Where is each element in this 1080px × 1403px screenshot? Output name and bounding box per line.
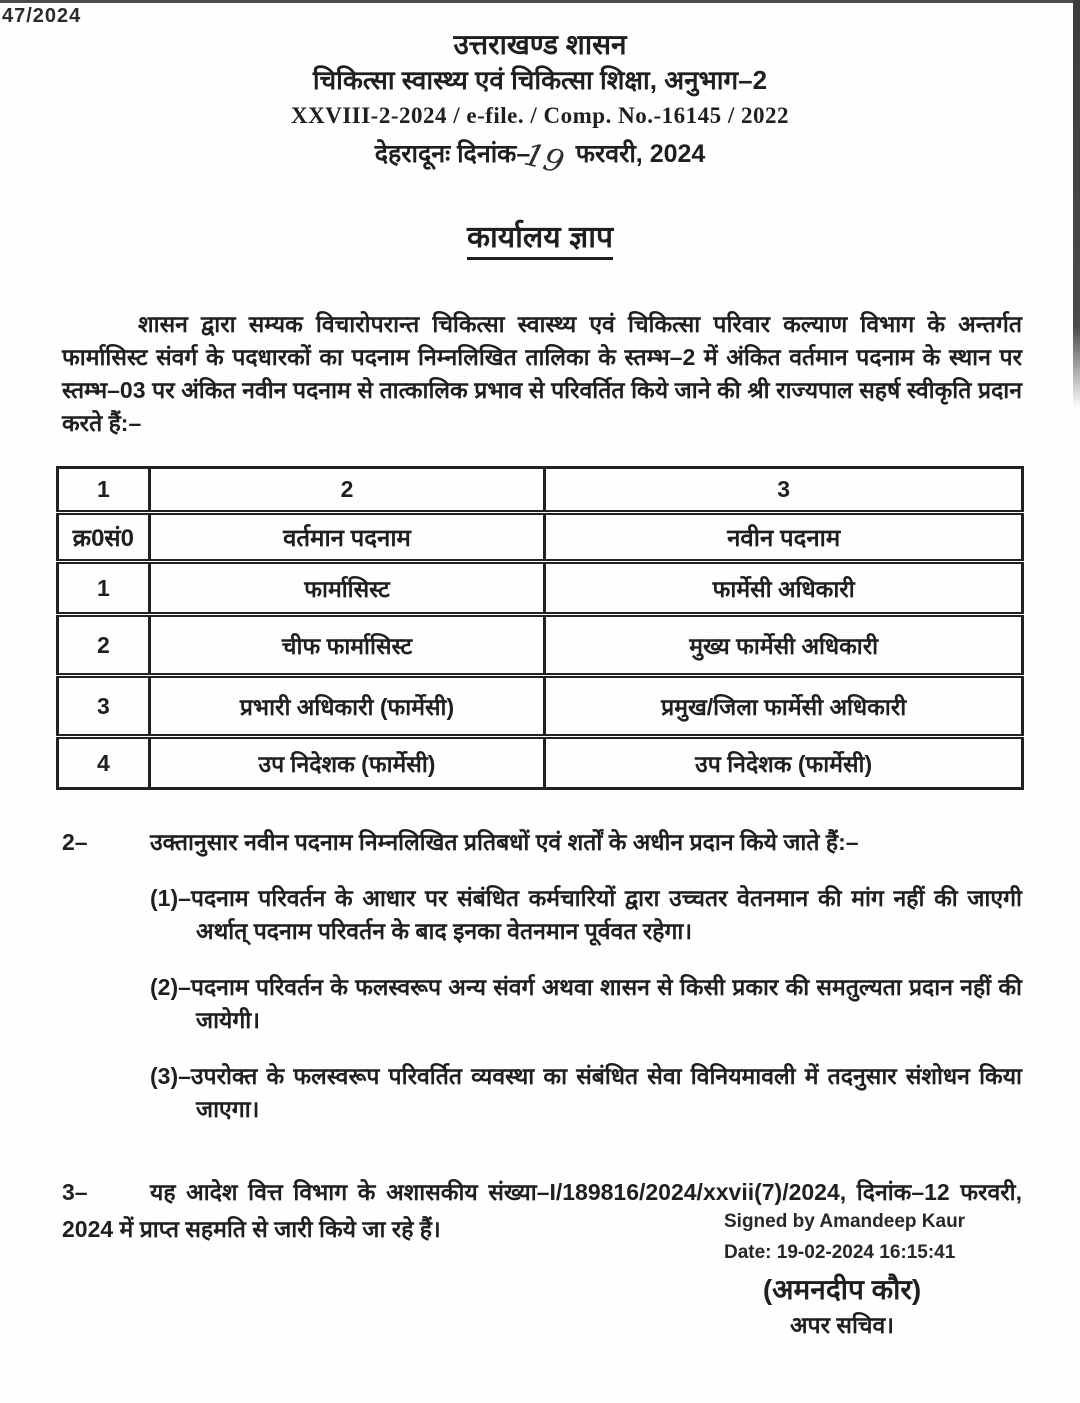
table-cell-serial: 2 xyxy=(58,615,150,676)
table-cell-new: फार्मेसी अधिकारी xyxy=(545,562,1023,615)
handwritten-date-day: 19 xyxy=(520,136,568,182)
table-header-serial: क्र0सं0 xyxy=(58,513,150,562)
table-column-number: 1 xyxy=(96,476,110,502)
table-column-number: 3 xyxy=(545,468,1023,513)
table-row xyxy=(58,737,1023,789)
department-title: चिकित्सा स्वास्थ्य एवं चिकित्सा शिक्षा, अनुभाग–2 xyxy=(312,65,768,95)
place-date-suffix: फरवरी, 2024 xyxy=(575,140,706,168)
section-2-number: 2– xyxy=(62,829,88,855)
opening-paragraph-text: में अंकित वर्तमान पदनाम के स्थान पर xyxy=(695,344,1022,370)
section-2-text: उक्तानुसार नवीन पदनाम निम्नलिखित प्रतिबधों एवं शर्तों के अधीन प्रदान किये जाते हैं:– xyxy=(150,829,859,855)
scan-right-edge-artifact xyxy=(1073,0,1080,408)
table-cell-serial: 3 xyxy=(58,676,150,737)
clause-3-marker: (3)– xyxy=(150,1063,191,1089)
clause-2-marker: (2)– xyxy=(150,974,191,1000)
opening-paragraph-text: शासन द्वारा सम्यक विचारोपरान्त चिकित्सा स्वास्थ्य एवं चिकित्सा परिवार कल्याण विभाग के अन्तर्गत फार्मासिस्ट संवर्ग के पदधारकों का पदनाम निम्नलिखित तालिका के xyxy=(62,311,1022,370)
table-cell-new: उप निदेशक (फार्मेसी) xyxy=(545,737,1023,789)
finance-reference-emphasis: अशासकीय संख्या–I/189816/2024/xxvii(7)/2024, दिनांक–12 फरवरी, 2024 xyxy=(62,1179,1022,1242)
signatory-name: (अमनदीप कौर) xyxy=(762,1274,922,1305)
column2-emphasis: स्तम्भ–2 xyxy=(624,344,696,370)
signature-block xyxy=(724,1206,966,1341)
table-cell-new: प्रमुख/जिला फार्मेसी अधिकारी xyxy=(545,676,1023,737)
table-cell-current: फार्मासिस्ट xyxy=(149,562,545,615)
designation-rename-table xyxy=(56,466,1024,790)
table-cell-current: प्रभारी अधिकारी (फार्मेसी) xyxy=(149,676,545,737)
table-row xyxy=(58,615,1023,676)
table-column-number-row xyxy=(58,468,1023,513)
opening-paragraph xyxy=(62,308,1022,440)
table-cell-serial: 1 xyxy=(58,562,150,615)
digital-signature-name: Signed by Amandeep Kaur xyxy=(724,1211,966,1232)
section-3-text: में प्राप्त सहमति से जारी किये जा रहे हैं। xyxy=(113,1216,441,1242)
digital-signature-date: Date: 19-02-2024 16:15:41 xyxy=(724,1242,956,1263)
section-3-text: यह आदेश वित्त विभाग के xyxy=(150,1179,387,1205)
clause-1-text: पदनाम परिवर्तन के आधार पर संबंधित कर्मचारियों द्वारा उच्चतर वेतनमान की मांग नहीं की जाएगी अर्थात् पदनाम परिवर्तन के बाद इनका वेतनमान पूर्ववत रहेगा। xyxy=(190,885,1022,944)
signatory-designation: अपर सचिव। xyxy=(789,1312,895,1338)
table-cell-serial: 4 xyxy=(58,737,150,789)
memo-title-wrap xyxy=(0,215,1080,256)
clause-2 xyxy=(150,971,1022,1037)
table-cell-current: चीफ फार्मासिस्ट xyxy=(149,615,545,676)
government-title: उत्तराखण्ड शासन xyxy=(453,29,627,60)
document-header xyxy=(0,0,1080,182)
scan-top-edge-artifact xyxy=(0,0,1080,3)
clause-2-text: पदनाम परिवर्तन के फलस्वरूप अन्य संवर्ग अथवा शासन से किसी प्रकार की समतुल्यता प्रदान नहीं की जायेगी। xyxy=(190,974,1022,1033)
column3-emphasis: स्तम्भ–03 xyxy=(62,377,146,403)
table-cell-new: मुख्य फार्मेसी अधिकारी xyxy=(545,615,1023,676)
table-header-current-designation: वर्तमान पदनाम xyxy=(149,513,545,562)
file-reference: XXVIII-2-2024 / e-file. / Comp. No.-16145 / 2022 xyxy=(290,103,789,128)
clause-3-text: उपरोक्त के फलस्वरूप परिवर्तित व्यवस्था का संबंधित सेवा विनियमावली में तदनुसार संशोधन किया जाएगा। xyxy=(190,1063,1022,1122)
section-2-heading xyxy=(62,826,1022,859)
table-header-new-designation: नवीन पदनाम xyxy=(545,513,1023,562)
section-3-number: 3– xyxy=(62,1179,88,1205)
table-column-number: 2 xyxy=(149,468,545,513)
clause-3 xyxy=(150,1060,1022,1126)
place-date-prefix: देहरादूनः दिनांक– xyxy=(374,140,531,168)
memo-title: कार्यालय ज्ञाप xyxy=(467,221,613,260)
clause-1 xyxy=(150,882,1022,948)
clause-1-marker: (1)– xyxy=(150,885,191,911)
table-row xyxy=(58,676,1023,737)
opening-paragraph-text: पर अंकित नवीन पदनाम से तात्कालिक प्रभाव से परिवर्तित किये जाने की श्री राज्यपाल सहर्ष स्वीकृति प्रदान करते हैं:– xyxy=(62,377,1022,436)
table-row xyxy=(58,562,1023,615)
table-header-row xyxy=(58,513,1023,562)
page-number: 47/2024 xyxy=(2,5,82,27)
place-date-line xyxy=(0,135,1080,182)
table-cell-current: उप निदेशक (फार्मेसी) xyxy=(149,737,545,789)
